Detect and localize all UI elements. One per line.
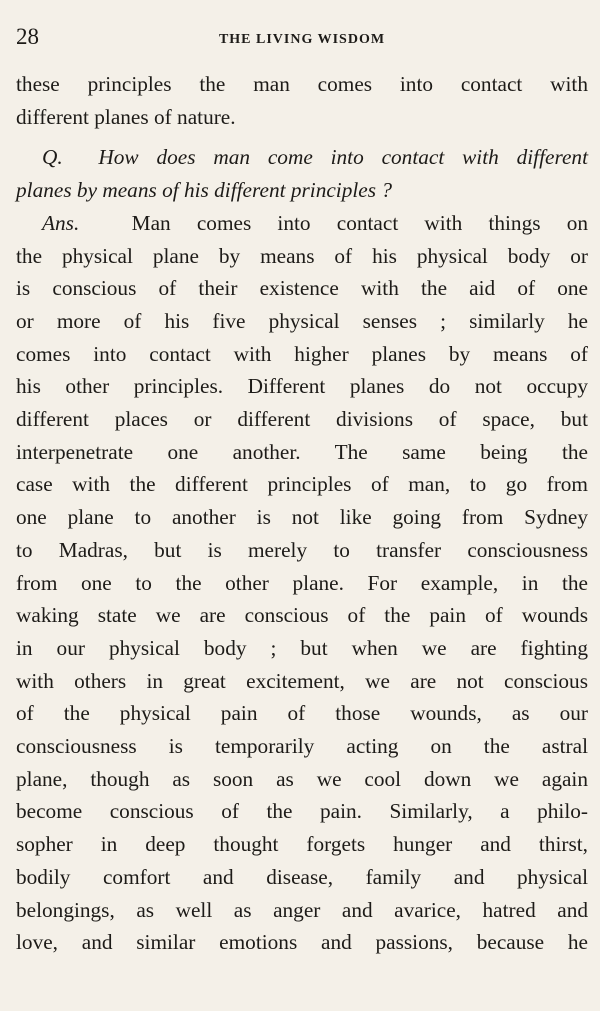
running-head bbox=[16, 22, 588, 58]
text-line: plane, though as soon as we cool down we again bbox=[16, 766, 588, 791]
text-line: of the physical pain of those wounds, as our bbox=[16, 701, 588, 726]
text-line: from one to the other plane. For example, in the bbox=[16, 570, 588, 595]
page-number: 28 bbox=[16, 24, 39, 49]
text-line: in our physical body ; but when we are fighting bbox=[16, 635, 588, 660]
text-line: waking state we are conscious of the pain of wounds bbox=[16, 603, 588, 628]
text-line: is conscious of their existence with the aid of one bbox=[16, 276, 588, 301]
answer-first-line bbox=[16, 207, 588, 240]
text-line: or more of his five physical senses ; similarly he bbox=[16, 308, 588, 333]
question-line: planes by means of his different principles ? bbox=[16, 178, 393, 203]
text-line: with others in great excitement, we are not conscious bbox=[16, 668, 588, 693]
text-line: become conscious of the pain. Similarly, a philo- bbox=[16, 799, 588, 824]
paragraph-gap bbox=[16, 133, 588, 141]
question-text: How does man come into contact with different bbox=[98, 145, 588, 170]
text-line: consciousness is temporarily acting on the astral bbox=[16, 734, 588, 759]
text-line: bodily comfort and disease, family and physical bbox=[16, 864, 588, 889]
text-line: interpenetrate one another. The same being the bbox=[16, 439, 588, 464]
answer-text: Man comes into contact with things on bbox=[131, 210, 588, 235]
text-line: belongings, as well as anger and avarice, hatred and bbox=[16, 897, 588, 922]
text-line: his other principles. Different planes do not occupy bbox=[16, 374, 588, 399]
question-label: Q. bbox=[42, 145, 63, 170]
answer-label: Ans. bbox=[42, 210, 80, 235]
text-line: one plane to another is not like going from Sydney bbox=[16, 505, 588, 530]
body-text bbox=[16, 68, 588, 959]
text-line: comes into contact with higher planes by means of bbox=[16, 341, 588, 366]
text-line: these principles the man comes into contact with bbox=[16, 72, 588, 96]
text-line: sopher in deep thought forgets hunger and thirst, bbox=[16, 832, 588, 857]
text-line: case with the different principles of man, to go from bbox=[16, 472, 588, 497]
text-line: different places or different divisions of space, but bbox=[16, 407, 588, 432]
text-line: the physical plane by means of his physical body or bbox=[16, 243, 588, 268]
text-line: love, and similar emotions and passions, because he bbox=[16, 930, 588, 955]
book-title: THE LIVING WISDOM bbox=[218, 32, 386, 47]
text-line: to Madras, but is merely to transfer consciousness bbox=[16, 537, 588, 562]
question-line bbox=[16, 141, 588, 174]
text-line: different planes of nature. bbox=[16, 104, 236, 129]
